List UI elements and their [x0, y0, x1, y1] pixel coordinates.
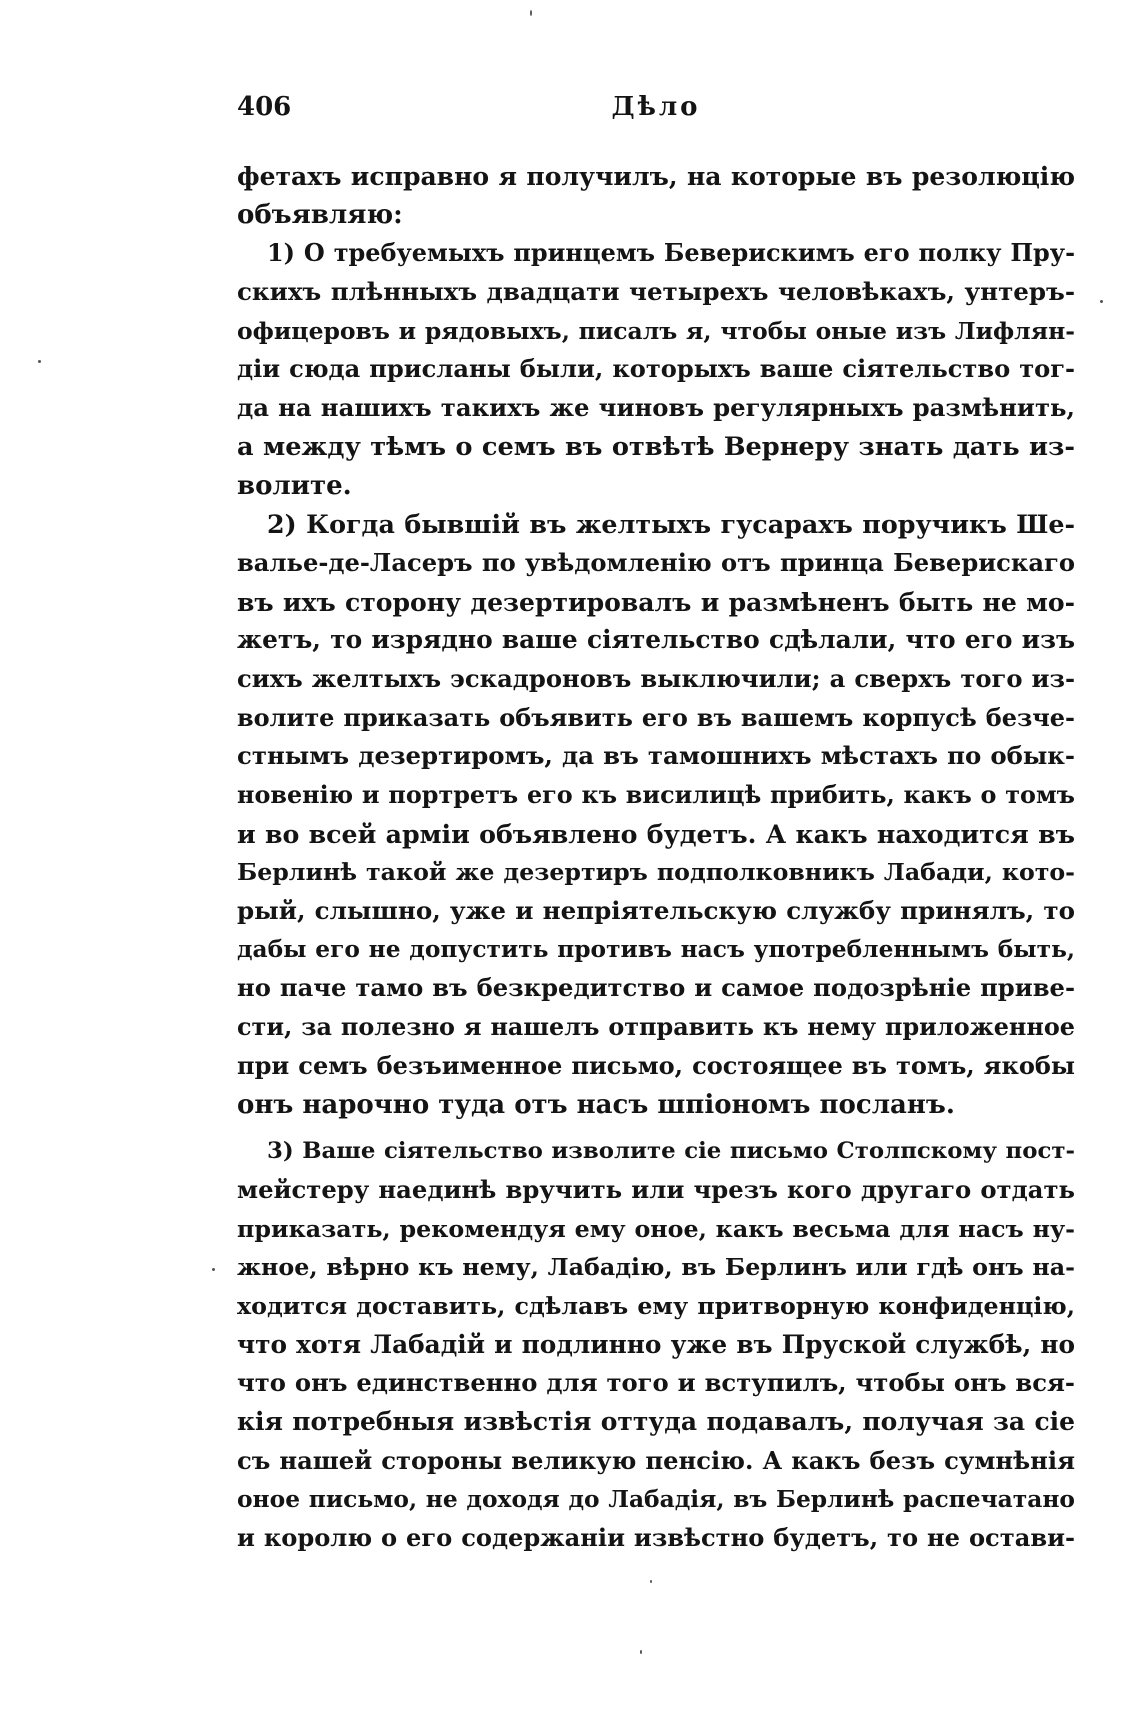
text-line: рый, слышно, уже и непріятельскую службу принялъ, то: [237, 896, 1075, 926]
text-line: валье-де-Ласеръ по увѣдомленію отъ принца Беверискаго: [237, 547, 1075, 577]
text-line: сти, за полезно я нашелъ отправить къ нему приложенное: [237, 1013, 1075, 1042]
running-head: [237, 92, 1075, 132]
text-line: кія потребныя извѣстія оттуда подавалъ, получая за сіе: [237, 1407, 1075, 1436]
text-line: и во всей арміи объявлено будетъ. А какъ находится въ: [237, 818, 1075, 849]
scan-speck: [650, 1580, 652, 1583]
text-line: 3) Ваше сіятельство изволите сіе письмо Столпскому пост-: [267, 1138, 1075, 1165]
text-line: и королю о его содержаніи извѣстно будетъ, то не остави-: [237, 1523, 1075, 1553]
text-line: дабы его не допустить противъ насъ употребленнымъ быть,: [237, 935, 1075, 963]
text-line: новенію и портретъ его къ висилицѣ прибить, какъ о томъ: [237, 781, 1075, 809]
text-line: мейстеру наединѣ вручить или чрезъ кого другаго отдать: [237, 1174, 1075, 1204]
text-line: волите приказать объявить его въ вашемъ корпусѣ безче-: [237, 702, 1075, 732]
text-line: 1) О требуемыхъ принцемъ Беверискимъ его полку Пру-: [267, 239, 1075, 268]
text-line: діи сюда присланы были, которыхъ ваше сіятельство тог-: [237, 354, 1075, 384]
paragraph-gap: [237, 1124, 1075, 1132]
scan-speck: [640, 1650, 642, 1654]
scan-speck: [530, 10, 532, 16]
text-line: 2) Когда бывшій въ желтыхъ гусарахъ поручикъ Ше-: [267, 509, 1075, 540]
text-line: офицеровъ и рядовыхъ, писалъ я, чтобы оные изъ Лифлян-: [237, 316, 1075, 345]
text-line: жетъ, то изрядно ваше сіятельство сдѣлали, что его изъ: [237, 625, 1075, 655]
running-title: Дѣло: [611, 92, 701, 122]
text-line: волите.: [237, 470, 352, 501]
text-line: ходится доставить, сдѣлавъ ему притворную конфиденцію,: [237, 1291, 1075, 1320]
text-line: стнымъ дезертиромъ, да въ тамошнихъ мѣстахъ по обык-: [237, 741, 1075, 771]
text-line: жное, вѣрно къ нему, Лабадію, въ Берлинъ или гдѣ онъ на-: [237, 1253, 1075, 1282]
text-line: да на нашихъ такихъ же чиновъ регулярныхъ размѣнить,: [237, 393, 1075, 423]
text-line: скихъ плѣнныхъ двадцати четырехъ человѣкахъ, унтеръ-: [237, 277, 1075, 307]
text-line: что онъ единственно для того и вступилъ, чтобы онъ вся-: [237, 1368, 1075, 1398]
text-line: приказать, рекомендуя ему оное, какъ весьма для насъ ну-: [237, 1214, 1075, 1243]
text-line: оное письмо, не доходя до Лабадія, въ Берлинѣ распечатано: [237, 1485, 1075, 1514]
body-text: [237, 157, 1075, 1558]
text-line: Берлинѣ такой же дезертиръ подполковникъ Лабади, кото-: [237, 858, 1075, 887]
text-line: объявляю:: [237, 199, 403, 230]
text-line: онъ нарочно туда отъ насъ шпіономъ посланъ.: [237, 1089, 955, 1120]
text-line: съ нашей стороны великую пенсію. А какъ безъ сумнѣнія: [237, 1445, 1075, 1475]
text-line: сихъ желтыхъ эскадроновъ выключили; а сверхъ того из-: [237, 663, 1075, 693]
text-line: въ ихъ сторону дезертировалъ и размѣненъ быть не мо-: [237, 586, 1075, 617]
page-number: 406: [237, 92, 292, 122]
text-line: а между тѣмъ о семъ въ отвѣтѣ Вернеру знать дать из-: [237, 431, 1075, 462]
text-line: но паче тамо въ безкредитство и самое подозрѣніе приве-: [237, 973, 1075, 1003]
scan-speck: [1100, 300, 1103, 303]
scan-speck: [38, 360, 41, 363]
text-line: что хотя Лабадій и подлинно уже въ Пруской службѣ, но: [237, 1329, 1075, 1359]
text-line: при семъ безъименное письмо, состоящее въ томъ, якобы: [237, 1050, 1075, 1080]
scan-speck: [212, 1268, 215, 1271]
text-line: фетахъ исправно я получилъ, на которые въ резолюцію: [237, 161, 1075, 191]
